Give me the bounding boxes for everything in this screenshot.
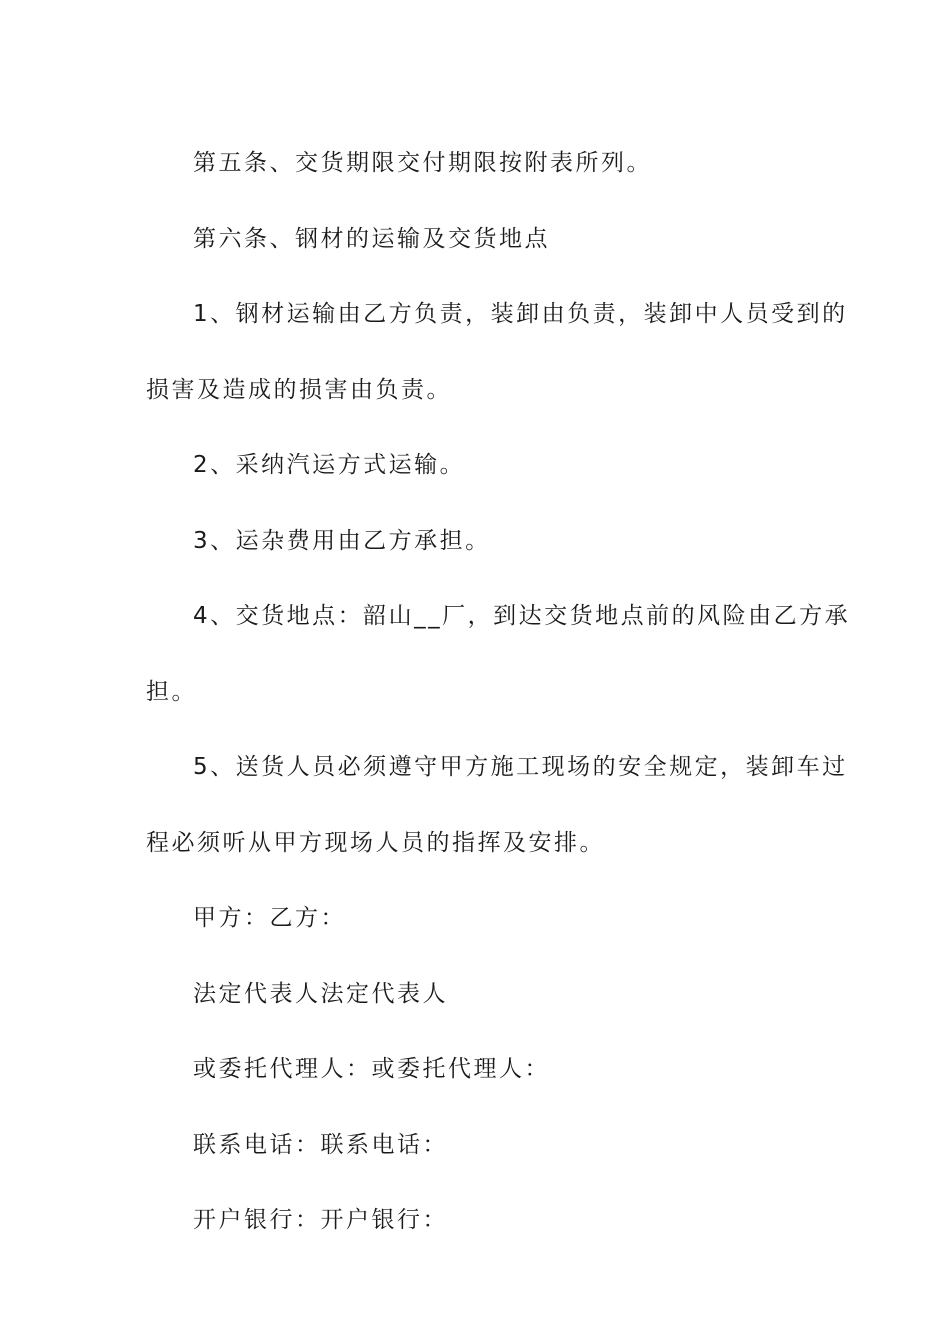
parties-line: 甲方：乙方： [193,905,346,931]
article-5-delivery-term: 第五条、交货期限交付期限按附表所列。 [193,150,652,176]
clause-3: 3、运杂费用由乙方承担。 [193,527,491,554]
clause-5-line-1: 5、送货人员必须遵守甲方施工现场的安全规定，装卸车过 [193,754,848,780]
bank-line: 开户银行：开户银行： [193,1207,448,1233]
clause-2: 2、采纳汽运方式运输。 [193,452,466,478]
clause-1-line-2: 损害及造成的损害由负责。 [146,376,452,403]
clause-4-line-1: 4、交货地点：韶山__厂，到达交货地点前的风险由乙方承 [193,603,851,629]
legal-representative-line: 法定代表人法定代表人 [193,980,448,1007]
clause-4-line-2: 担。 [146,678,197,705]
authorized-agent-line: 或委托代理人：或委托代理人： [193,1056,550,1082]
article-6-heading: 第六条、钢材的运输及交货地点 [193,225,550,252]
contact-phone-line: 联系电话：联系电话： [193,1131,448,1158]
clause-5-line-2: 程必须听从甲方现场人员的指挥及安排。 [146,829,605,856]
clause-1-line-1: 1、钢材运输由乙方负责，装卸由负责，装卸中人员受到的 [193,301,848,327]
document-body [146,126,851,1259]
